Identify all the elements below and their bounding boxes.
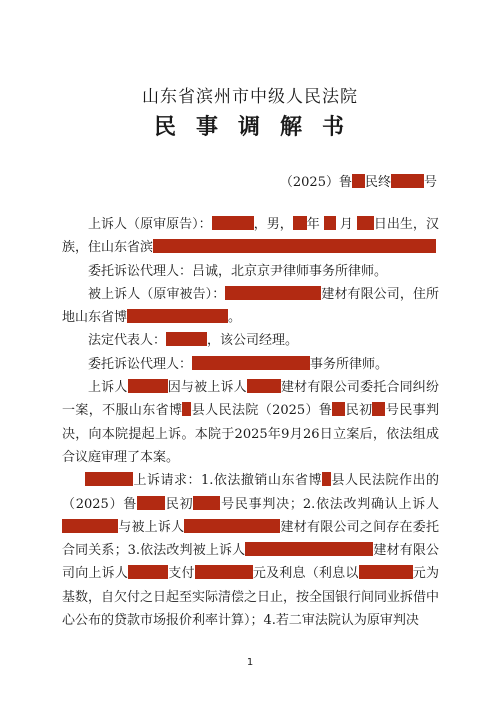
requests-text-5: 与被上诉人 [118,519,185,535]
redaction-block [193,496,220,510]
page-number: 1 [246,657,254,668]
requests-text-2: 县人民法院作出的（2025）鲁 [62,473,439,512]
redaction-block [153,239,436,253]
requests-text-9: 元及利息（利息以 [252,566,359,582]
redaction-block [293,216,307,230]
appellant-birth-suffix: 日出生， [373,217,426,232]
court-name: 山东省滨州市中级人民法院 [142,87,358,107]
summary-text-5: 民初 [345,403,373,419]
document-body [62,213,439,632]
case-summary-paragraph [62,376,439,469]
summary-text-6: 号民事判决，向本院提起上诉。本院于2025年9月26日立案后，依法组成合议庭审理了本案。 [62,403,439,465]
appellee-company-suffix: 建材有限公司，住所 [321,286,439,302]
redaction-block [359,565,413,579]
requests-text-4: 号民事判决；2.依法改判确认上诉人 [220,496,439,512]
appellant-label: 上诉人（原审原告）： [88,217,212,232]
redaction-block [62,519,118,533]
appellant-month-suffix: 月 [339,217,353,232]
appellant-year-suffix: 年 [306,217,320,232]
summary-text-1: 上诉人 [88,380,128,396]
requests-text-3: 民初 [165,496,194,512]
requests-paragraph [62,469,439,632]
redaction-block [166,332,207,346]
appellee-agent-label: 委托诉讼代理人： [88,356,193,372]
appellee-agent-paragraph [62,353,439,376]
redaction-block [184,519,280,533]
redaction-block [128,565,168,579]
redaction-block [245,542,373,556]
appellant-gender: ，男， [253,217,293,232]
appellant-address: 汉族，住山东省滨 [62,217,439,256]
case-number-middle: 民终 [364,175,391,190]
redaction-block [357,216,374,230]
redaction-block [137,496,165,510]
document-title: 民事调解书 [153,114,364,140]
appellee-address-prefix: 地山东省博 [62,310,128,326]
case-number-prefix: （2025）鲁 [279,175,352,190]
redaction-block [352,174,365,188]
appellee-paragraph [62,283,439,330]
appellee-label: 被上诉人（原审被告）： [88,286,226,302]
legal-rep-label: 法定代表人： [88,333,167,349]
requests-text-10: 元为基数，自欠付之日起至实际清偿之日止，按全国银行间同业拆借中心公布的贷款市场报价利率计算）；4.若二审法院认为原审判决 [62,566,440,629]
legal-rep-suffix: ，该公司经理。 [207,333,299,349]
redaction-block [225,286,321,300]
requests-text-8: 支付 [168,566,195,582]
redaction-block [128,379,168,393]
redaction-block [324,216,336,230]
case-number [280,171,437,190]
case-number-suffix: 号 [423,175,437,190]
summary-text-3: 建材有限公司委托合同纠纷一案，不服山东省博 [62,380,439,419]
legal-rep-paragraph [62,329,439,352]
appellee-address-suffix: 。 [228,310,242,326]
redaction-block [332,402,345,416]
redaction-block [212,216,254,230]
summary-text-2: 因与被上诉人 [167,380,247,396]
redaction-block [247,379,281,393]
redaction-block [195,565,253,579]
appellant-agent-paragraph: 委托诉讼代理人：吕诚，北京京尹律师事务所律师。 [88,263,388,279]
appellee-agent-suffix: 事务所律师。 [310,356,389,372]
requests-text-1: 上诉请求：1.依法撤销山东省博 [133,473,322,489]
redaction-block [85,472,133,486]
requests-text-6: 建材有限公司之间存在委托合同关系；3.依法改判被上诉人 [62,519,439,559]
appellant-paragraph [62,213,439,260]
redaction-block [391,174,424,188]
redaction-block [192,356,310,370]
redaction-block [372,402,385,416]
requests-text-7: 建材有限公司向上诉人 [62,543,439,582]
summary-text-4: 县人民法院（2025）鲁 [191,403,333,419]
redaction-block [127,309,228,323]
redaction-block [322,472,331,486]
